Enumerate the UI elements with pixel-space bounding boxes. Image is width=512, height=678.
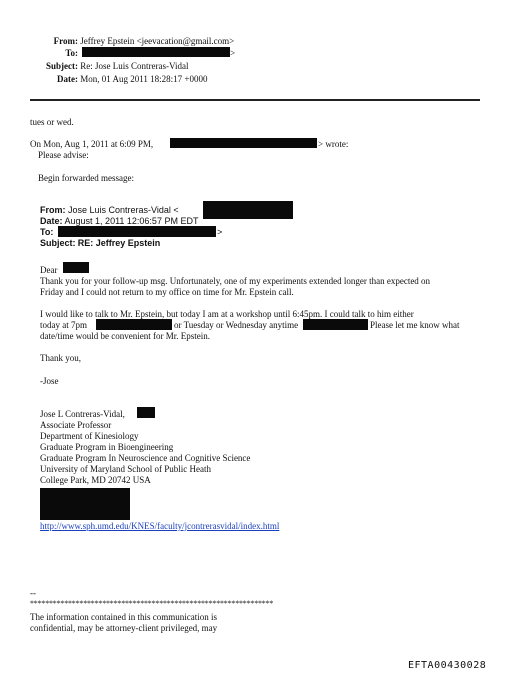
fwd-date-label: Date:: [40, 216, 63, 226]
redaction-sig: [137, 407, 155, 418]
redaction-to: [82, 47, 230, 57]
footer-dashes: --: [30, 588, 36, 598]
salutation: Dear: [40, 265, 58, 275]
please-advise: Please advise:: [38, 150, 89, 160]
para2-line3: date/time would be convenient for Mr. Epstein.: [40, 331, 210, 341]
redaction-sender: [170, 138, 317, 148]
reply-text: tues or wed.: [30, 117, 74, 127]
fwd-to: [40, 227, 53, 238]
subject-label: Subject:: [46, 61, 78, 71]
redaction-time1: [96, 319, 172, 330]
header-from: [0, 36, 234, 47]
from-label: From:: [53, 36, 78, 46]
date-label: Date:: [57, 74, 78, 84]
to-label: To:: [65, 48, 78, 58]
fwd-from: [40, 205, 179, 216]
signature-line: Graduate Program in Bioengineering: [40, 442, 174, 452]
fwd-to-suffix: >: [217, 227, 223, 237]
bates-number: EFTA00430028: [408, 660, 487, 671]
fwd-subject-value: RE: Jeffrey Epstein: [77, 238, 161, 248]
footer-stars: ****************************************************************: [30, 599, 274, 608]
para1-line2: Friday and I could not return to my office on time for Mr. Epstein call.: [40, 287, 294, 297]
fwd-to-label: To:: [40, 227, 54, 237]
footer-notice-line2: confidential, may be attorney-client privileged, may: [30, 623, 218, 633]
fwd-from-value: Jose Luis Contreras-Vidal <: [68, 205, 179, 215]
begin-forwarded: Begin forwarded message:: [38, 173, 134, 183]
from-value: Jeffrey Epstein <jeevacation@gmail.com>: [80, 36, 235, 46]
redaction-fwd-to: [58, 226, 216, 237]
subject-value: Re: Jose Luis Contreras-Vidal: [80, 61, 189, 71]
redaction-contact: [40, 488, 130, 520]
thanks: Thank you,: [40, 353, 81, 363]
fwd-subject: [40, 238, 160, 249]
redaction-dear: [63, 262, 89, 273]
header-divider: [30, 99, 480, 101]
para2-line2b: or Tuesday or Wednesday anytime: [174, 320, 299, 330]
signature-line: Department of Kinesiology: [40, 431, 139, 441]
redaction-time2: [303, 319, 368, 330]
to-suffix: >: [230, 48, 236, 58]
redaction-fwd-from: [203, 201, 293, 219]
signature-name: Jose L Contreras-Vidal,: [40, 409, 125, 419]
signature-line: University of Maryland School of Public Heath: [40, 464, 211, 474]
signature-line: College Park, MD 20742 USA: [40, 475, 151, 485]
signature-line: Graduate Program In Neuroscience and Cognitive Science: [40, 453, 251, 463]
para2-line2a: today at 7pm: [40, 320, 87, 330]
signature-line: Associate Professor: [40, 420, 112, 430]
faculty-link[interactable]: http://www.sph.umd.edu/KNES/faculty/jcontrerasvidal/index.html: [40, 521, 280, 531]
para2-line1: I would like to talk to Mr. Epstein, but today I am at a workshop until 6:45pm. I could talk to him either: [40, 309, 414, 319]
fwd-subject-label: Subject:: [40, 238, 76, 248]
quote-intro: On Mon, Aug 1, 2011 at 6:09 PM,: [30, 139, 154, 149]
para1-line1: Thank you for your follow-up msg. Unfortunately, one of my experiments extended longer than expected on: [40, 276, 431, 286]
date-value: Mon, 01 Aug 2011 18:28:17 +0000: [80, 74, 208, 84]
para2-line2c: Please let me know what: [370, 320, 460, 330]
header-subject: [0, 61, 188, 72]
header-to: [0, 48, 78, 59]
footer-notice-line1: The information contained in this communication is: [30, 612, 217, 622]
fwd-from-label: From:: [40, 205, 66, 215]
sign-off: -Jose: [40, 376, 59, 386]
quote-intro-suffix: > wrote:: [318, 139, 349, 149]
fwd-date-value: August 1, 2011 12:06:57 PM EDT: [64, 216, 199, 226]
header-date: [0, 74, 208, 85]
